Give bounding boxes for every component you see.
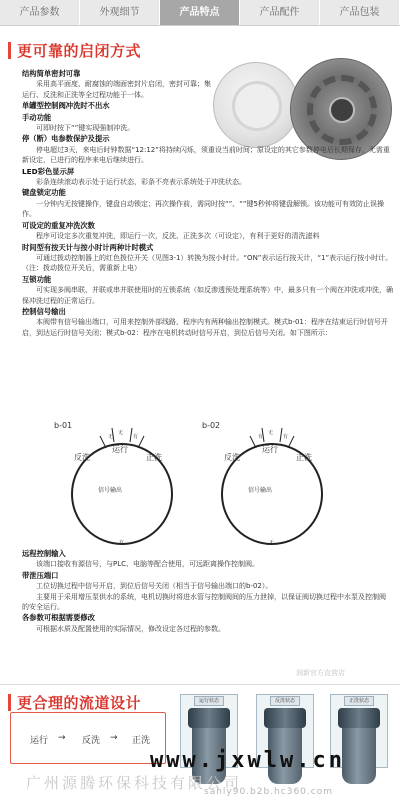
flow-step-run: 运行 — [30, 736, 49, 746]
svg-text:有: 有 — [119, 540, 125, 546]
svg-text:无: 无 — [108, 434, 114, 440]
subsite-url: sanly90.b2b.hc360.com — [204, 787, 333, 797]
feature-body: 可实现多阀串联、并联或串并联使用时的互锁系统（如反渗透预处理系统等）中，最多只有一个阀在冲洗或冲洗，确保冲洗过程的正常运行。 — [22, 286, 393, 305]
tab-bar — [0, 0, 400, 26]
company-watermark: 广州源腾环保科技有限公司 — [26, 774, 243, 792]
feature-body: 采用高平面度、耐腐蚀的端面密封片启闭，密封可靠；集运行、反洗和正洗等全过程功能于一体。 — [22, 80, 211, 99]
feature-title: 单罐型控制阀冲洗时不出水 — [22, 101, 110, 111]
feature-body: 程序可设定多次重复冲洗，即运行一次，反洗、正洗多次（可设定），有利于更好的清洗滤料 — [36, 232, 320, 241]
diagram-mode-label: b-02 — [202, 421, 221, 430]
feature-title: 手动功能 — [22, 112, 52, 122]
website-watermark: www.jxwlw.cn — [150, 748, 345, 773]
svg-text:无: 无 — [268, 430, 274, 436]
tab-packaging[interactable]: 产品包装 — [320, 0, 400, 25]
section-heading — [8, 40, 141, 61]
flow-arrow-icon: → — [58, 733, 66, 743]
run-label: 运行 — [262, 445, 278, 454]
feature-title: 带泄压端口 — [22, 570, 59, 580]
flow-step-rinse: 正洗 — [132, 736, 151, 746]
diagram-mode-label: b-01 — [54, 421, 73, 430]
flow-arrow-icon: → — [110, 733, 118, 743]
feature-body: 可根据水质及配置使用的实际情况，修改设定各过程的参数。 — [36, 624, 225, 633]
rinse-label: 正洗 — [296, 453, 312, 462]
feature-title: 远程控制输入 — [22, 549, 66, 558]
feature-title: 结构简单密封可靠 — [22, 69, 81, 78]
feature-title: 时间型有按天计与按小时计两种计时模式 — [22, 242, 154, 252]
feature-body: 停电超过3天，来电后时钟数据“12:12”将持续闪烁，须重设当前时间；原设定的其它参数停电后长期保存，无需重新设定，已进行的程序来电后继续进行。 — [22, 145, 390, 165]
heading-accent-bar — [8, 42, 11, 59]
signal-output-label: 信号输出 — [98, 487, 123, 494]
feature-title: 停（断）电参数保护及提示 — [22, 134, 110, 144]
section-title-2: 更合理的流道设计 — [17, 694, 142, 712]
svg-text:有: 有 — [258, 434, 264, 440]
feature-body: 彩条连续滚动表示处于运行状态，彩条不亮表示系统处于冲洗状态。 — [36, 178, 246, 187]
feature-title: 各参数可根据需要修改 — [22, 613, 95, 623]
svg-text:无: 无 — [118, 430, 124, 436]
feature-title: 键盘锁定功能 — [22, 188, 66, 198]
tab-product-params[interactable]: 产品参数 — [0, 0, 80, 25]
signal-diagram-b01 — [40, 418, 200, 548]
features-list — [22, 68, 394, 338]
valve-image-backwash: 反洗状态 — [268, 708, 302, 784]
feature-body: 一分钟内无按键操作，键盘自动锁定；再次操作前，需同时按“”、“”键5秒钟将键盘解锁。该功能可有效防止误操作。 — [22, 199, 384, 219]
svg-text:有: 有 — [133, 434, 139, 440]
backwash-label: 反洗 — [224, 453, 240, 462]
feature-body: 工位切换过程中信号开启，到位后信号关闭（相当于信号输出端口的b-02）。 — [36, 582, 273, 591]
backwash-label: 反洗 — [74, 453, 90, 462]
svg-text:无: 无 — [269, 540, 275, 546]
lower-features-list — [22, 548, 392, 634]
signal-output-label: 信号输出 — [248, 487, 273, 494]
heading-accent-bar — [8, 694, 11, 711]
valve-image-rinse: 正洗状态 — [342, 708, 376, 784]
feature-body: 主要用于采用增压泵供水的系统，电机切换时将进水管与控制阀间的压力泄掉，以保证阀切换过程中水泵及控制阀的安全运行。 — [22, 592, 386, 612]
tab-appearance[interactable]: 外观细节 — [80, 0, 160, 25]
feature-body: 该端口接收有源信号，与PLC、电脑等配合使用，可远距离操作控制阀。 — [36, 560, 260, 569]
feature-title: 互锁功能 — [22, 274, 52, 284]
feature-title: 控制信号输出 — [22, 306, 66, 316]
flow-step-backwash: 反洗 — [82, 736, 101, 746]
section-divider — [0, 684, 400, 685]
svg-text:有: 有 — [283, 434, 289, 440]
section-heading-2 — [8, 692, 141, 713]
feature-body: 可即时按下“”键实现强制冲洗。 — [36, 124, 135, 133]
feature-body: 可通过拨动控制器上的红色拨位开关（见图3-1）转换为按小时计。“ON”表示运行按天计，“1”表示运行按小时计。（注：拨动拨位开关后，需重新上电） — [22, 253, 393, 273]
feature-title: LED彩色显示屏 — [22, 166, 75, 176]
section-title: 更可靠的启闭方式 — [17, 42, 142, 60]
feature-body: 本阀带有信号输出端口，可用来控制外部线路，程序内有两种输出控制模式。模式b-01：程序在结束运行时信号开启，到达运行时信号关闭；模式b-02：程序在电机转动时信号开启，到位后信号关闭。如下图所示： — [22, 318, 388, 337]
rinse-label: 正洗 — [146, 453, 162, 462]
valve-image-run: 运行状态 — [192, 708, 226, 784]
tab-accessories[interactable]: 产品配件 — [240, 0, 320, 25]
feature-title: 可设定的重复冲洗次数 — [22, 220, 95, 230]
tab-features[interactable]: 产品特点 — [160, 0, 240, 25]
run-label: 运行 — [112, 445, 128, 454]
store-watermark: 润新官方直营店 — [296, 669, 345, 677]
signal-diagram-b02 — [196, 418, 356, 548]
